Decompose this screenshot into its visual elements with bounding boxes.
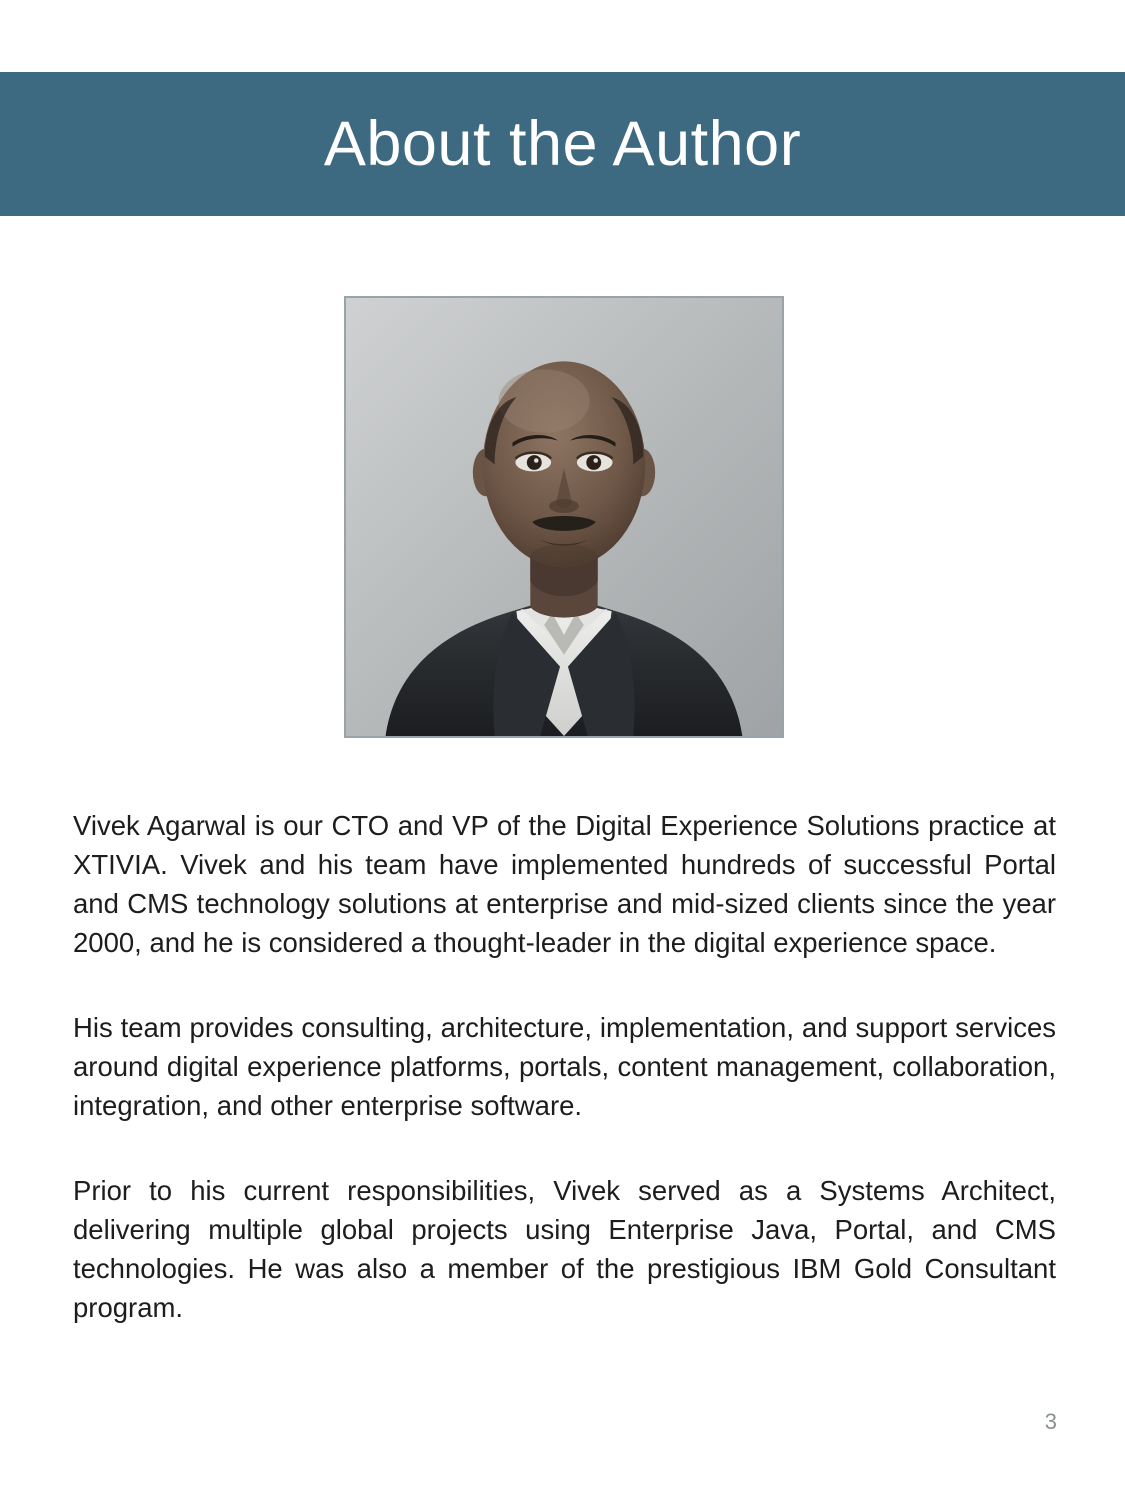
bio-paragraph-3: Prior to his current responsibilities, Vivek served as a Systems Architect, delivering multiple global projects using Enterprise Java, Portal, and CMS technologies. He was also a member of the prestigious IBM Gold Consultant program.	[73, 1175, 1056, 1324]
author-portrait-image	[346, 298, 782, 736]
bio-paragraph-2: His team provides consulting, architecture, implementation, and support services around digital experience platforms, portals, content management, collaboration, integration, and other enterprise software.	[73, 1012, 1056, 1122]
page-header-band	[0, 72, 1125, 216]
page-number: 3	[1044, 1409, 1057, 1434]
bio-paragraph-1: Vivek Agarwal is our CTO and VP of the Digital Experience Solutions practice at XTIVIA. Vivek and his team have implemented hundreds of successful Portal and CMS technology solutions at enterprise and mid-sized clients since the year 2000, and he is considered a thought-leader in the digital experience space.	[73, 810, 1056, 959]
author-portrait	[344, 296, 784, 738]
author-bio	[73, 806, 1056, 1328]
page-title: About the Author	[323, 108, 802, 179]
